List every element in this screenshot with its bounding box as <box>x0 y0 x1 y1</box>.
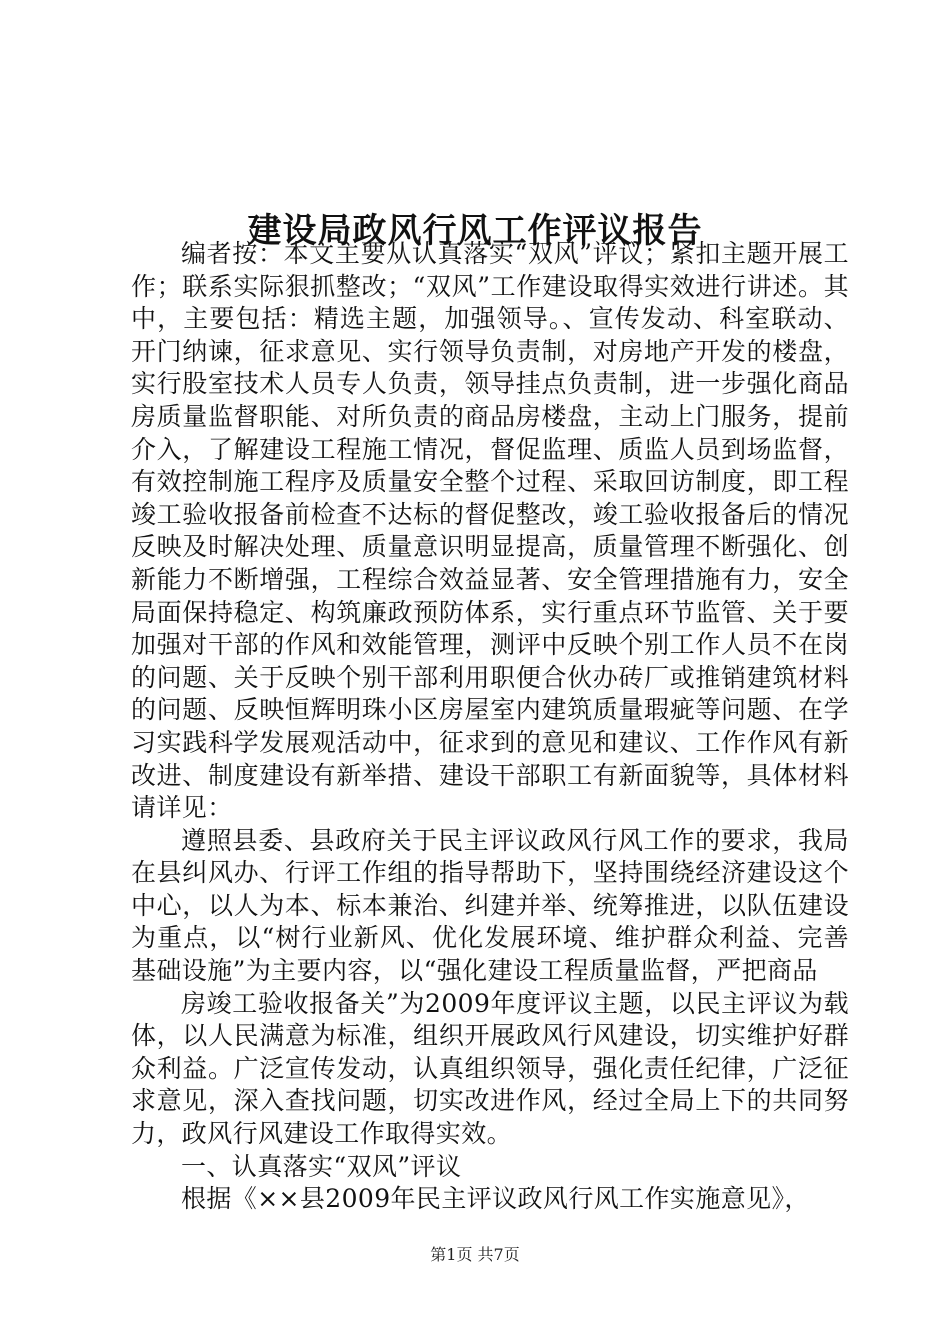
paragraph-theme: 房竣工验收报备关”为2009年度评议主题，以民主评议为载体，以人民满意为标准，组织开展政风行风建设，切实维护好群众利益。广泛宣传发动，认真组织领导，强化责任纪律，广泛征求意见，深入查找问题，切实改进作风，经过全局上下的共同努力，政风行风建设工作取得实效。 <box>131 988 849 1149</box>
document-title: 建设局政风行风工作评议报告 <box>247 210 703 251</box>
document-body <box>131 238 849 1216</box>
paragraph-intro: 遵照县委、县政府关于民主评议政风行风工作的要求，我局在县纠风办、行评工作组的指导帮助下，坚持围绕经济建设这个中心，以人为本、标本兼治、纠建并举、统筹推进，以队伍建设为重点，以“树行业新风、优化发展环境、维护群众利益、完善基础设施”为主要内容，以“强化建设工程质量监督，严把商品 <box>131 825 849 986</box>
section-heading-1: 一、认真落实“双风”评议 <box>181 1151 462 1181</box>
paragraph-section-1: 根据《××县2009年民主评议政风行风工作实施意见》， <box>181 1184 810 1214</box>
page-number-footer: 第1页 共7页 <box>430 1245 520 1264</box>
paragraph-editor-note: 编者按：本文主要从认真落实“双风”评议；紧扣主题开展工作；联系实际狠抓整改；“双风”工作建设取得实效进行讲述。其中，主要包括：精选主题，加强领导。、宣传发动、科室联动、开门纳谏，征求意见、实行领导负责制，对房地产开发的楼盘，实行股室技术人员专人负责，领导挂点负责制，进一步强化商品房质量监督职能、对所负责的商品房楼盘，主动上门服务，提前介入，了解建设工程施工情况，督促监理、质监人员到场监督，有效控制施工程序及质量安全整个过程、采取回访制度，即工程竣工验收报备前检查不达标的督促整改，竣工验收报备后的情况反映及时解决处理、质量意识明显提高，质量管理不断强化、创新能力不断增强，工程综合效益显著、安全管理措施有力，安全局面保持稳定、构筑廉政预防体系，实行重点环节监管、关于要加强对干部的作风和效能管理，测评中反映个别工作人员不在岗的问题、关于反映个别干部利用职便合伙办砖厂或推销建筑材料的问题、反映恒辉明珠小区房屋室内建筑质量瑕疵等问题、在学习实践科学发展观活动中，征求到的意见和建议、工作作风有新改进、制度建设有新举措、建设干部职工有新面貌等，具体材料请详见： <box>131 239 849 823</box>
